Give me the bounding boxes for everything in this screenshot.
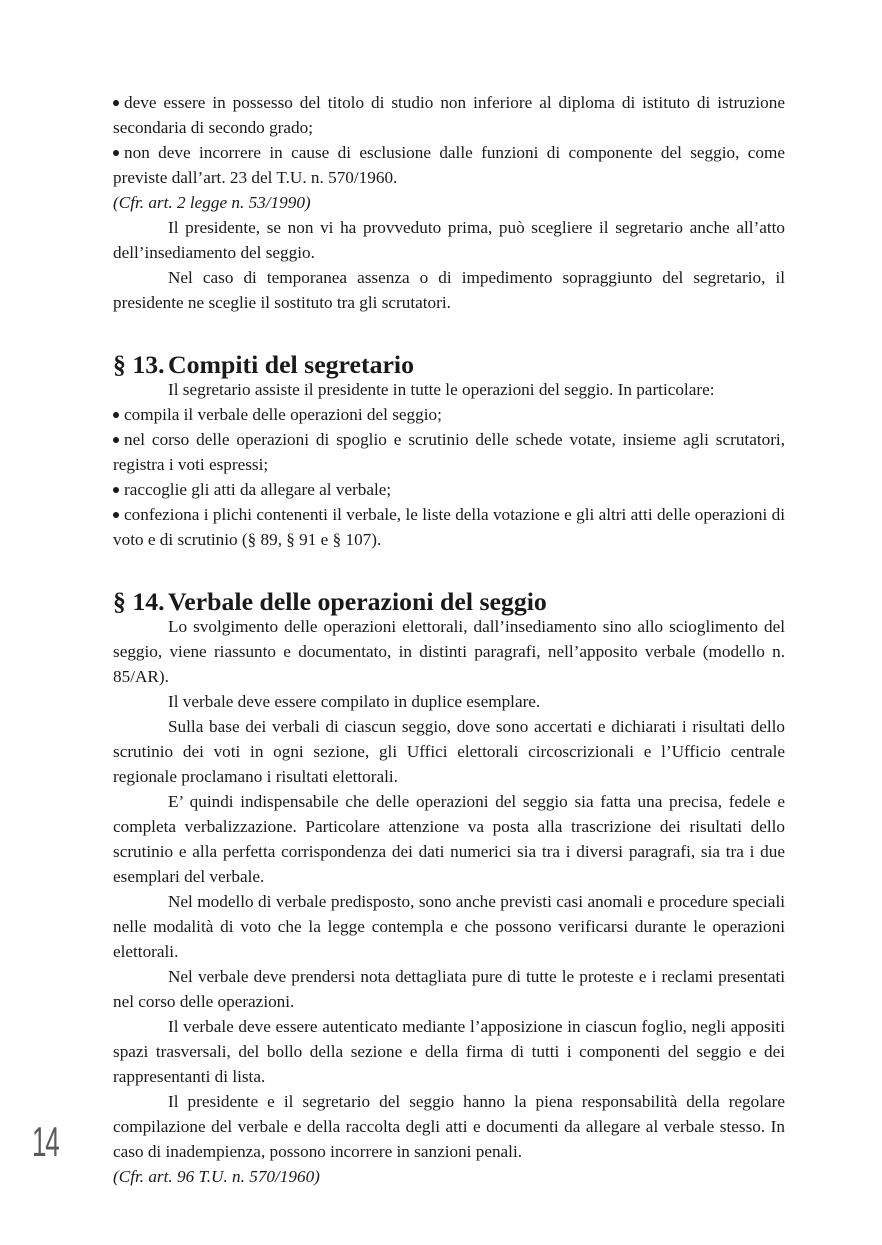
citation: (Cfr. art. 96 T.U. n. 570/1960) [113,1167,320,1186]
bullet-icon [113,100,119,106]
document-page [113,90,785,1189]
bullet-icon [113,412,119,418]
bullet-icon [113,512,119,518]
bullet-icon [113,487,119,493]
paragraph: Nel verbale deve prendersi nota dettagliata pure di tutte le proteste e i reclami presentati nel corso delle operazioni. [113,967,785,1011]
section-number: § 13. [113,350,165,379]
paragraph: Nel caso di temporanea assenza o di impedimento sopraggiunto del segretario, il presidente ne sceglie il sostituto tra gli scrutatori. [113,268,785,312]
paragraph: Il segretario assiste il presidente in tutte le operazioni del seggio. In particolare: [168,380,715,399]
list-item: confeziona i plichi contenenti il verbale, le liste della votazione e gli altri atti delle operazioni di voto e di scrutinio (§ 89, § 91 e § 107). [113,505,785,549]
paragraph: Il presidente, se non vi ha provveduto prima, può scegliere il segretario anche all’atto dell’insediamento del seggio. [113,218,785,262]
paragraph: E’ quindi indispensabile che delle operazioni del seggio sia fatta una precisa, fedele e completa verbalizzazione. Particolare attenzione va posta alla trascrizione dei risultati dello scrutinio e alla perfetta corrispondenza dei dati numerici sia tra i diversi paragrafi, sia tra i due esemplari del verbale. [113,792,785,886]
section-number: § 14. [113,587,165,616]
paragraph: Il verbale deve essere autenticato mediante l’apposizione in ciascun foglio, negli appositi spazi trasversali, del bollo della sezione e della firma di tutti i componenti del seggio e dei rappresentanti di lista. [113,1017,785,1086]
section-title: Verbale delle operazioni del seggio [168,587,547,616]
section-title: Compiti del segretario [168,350,414,379]
citation: (Cfr. art. 2 legge n. 53/1990) [113,193,311,212]
paragraph: Nel modello di verbale predisposto, sono anche previsti casi anomali e procedure speciali nelle modalità di voto che la legge contempla e che possono verificarsi durante le operazioni elettorali. [113,892,785,961]
paragraph: Sulla base dei verbali di ciascun seggio, dove sono accertati e dichiarati i risultati dello scrutinio dei voti in ogni sezione, gli Uffici elettorali circoscrizionali e l’Ufficio centrale regionale proclamano i risultati elettorali. [113,717,785,786]
paragraph: Il presidente e il segretario del seggio hanno la piena responsabilità della regolare compilazione del verbale e della raccolta degli atti e documenti da allegare al verbale stesso. In caso di inadempienza, possono incorrere in sanzioni penali. [113,1092,785,1161]
list-item: compila il verbale delle operazioni del seggio; [113,402,785,427]
list-item: deve essere in possesso del titolo di studio non inferiore al diploma di istituto di istruzione secondaria di secondo grado; [113,93,785,137]
page-number: 14 [32,1118,59,1165]
section-heading-13 [113,352,785,377]
paragraph: Il verbale deve essere compilato in duplice esemplare. [168,692,541,711]
section-heading-14 [113,589,785,614]
bullet-icon [113,150,119,156]
list-item: nel corso delle operazioni di spoglio e scrutinio delle schede votate, insieme agli scrutatori, registra i voti espressi; [113,430,785,474]
paragraph: Lo svolgimento delle operazioni elettorali, dall’insediamento sino allo scioglimento del seggio, viene riassunto e documentato, in distinti paragrafi, nell’apposito verbale (modello n. 85/AR). [113,617,785,686]
list-item: raccoglie gli atti da allegare al verbale; [113,477,785,502]
bullet-icon [113,437,119,443]
list-item: non deve incorrere in cause di esclusione dalle funzioni di componente del seggio, come previste dall’art. 23 del T.U. n. 570/1960. [113,143,785,187]
